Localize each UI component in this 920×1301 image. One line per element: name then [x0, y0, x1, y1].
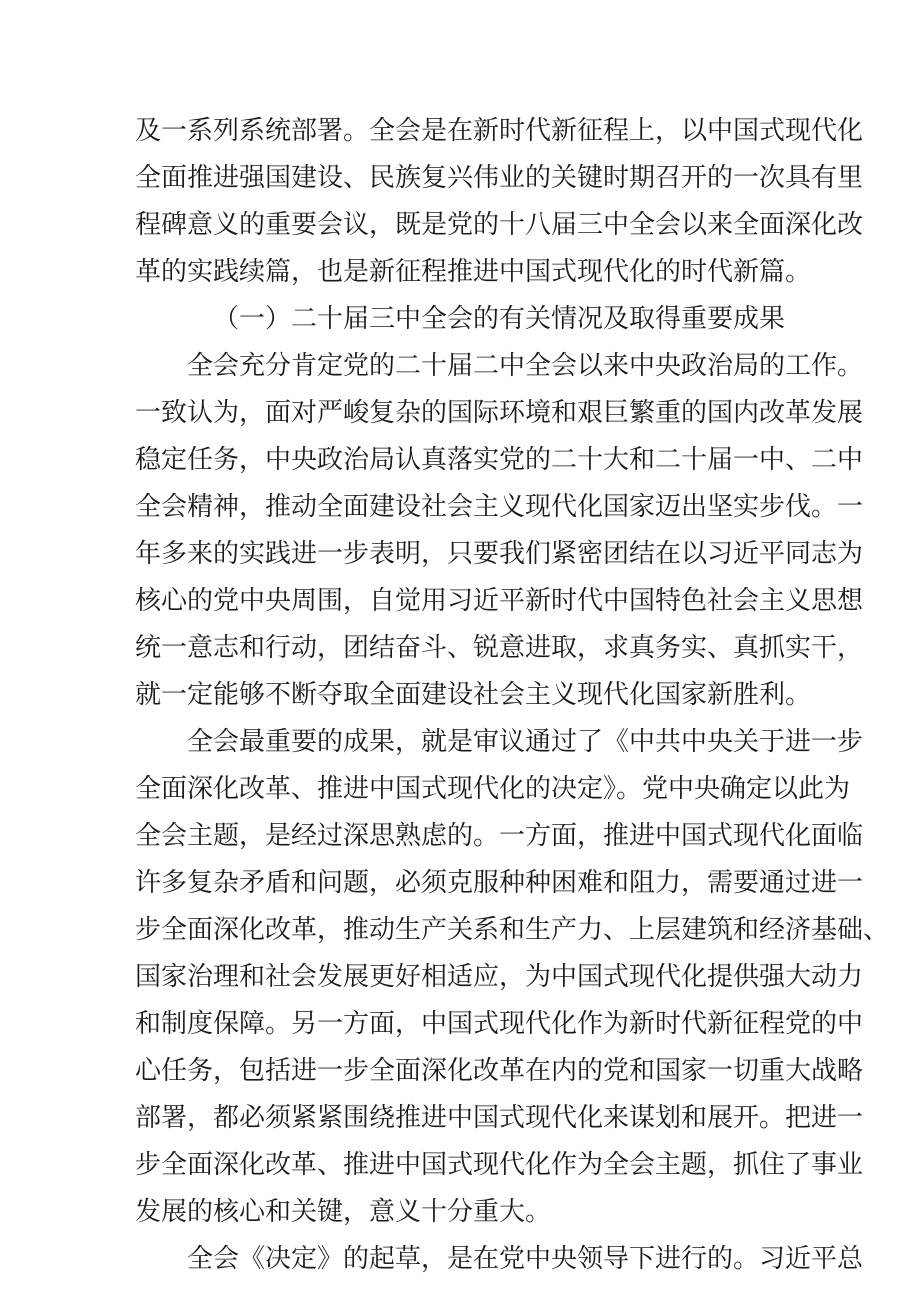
paragraph-line: 程碑意义的重要会议，既是党的十八届三中全会以来全面深化改	[135, 210, 864, 240]
paragraph-line: 全会精神，推动全面建设社会主义现代化国家迈出坚实步伐。一	[135, 492, 864, 522]
paragraph-line: 全会《决定》的起草，是在党中央领导下进行的。习近平总	[187, 1244, 864, 1274]
paragraph-line: 就一定能够不断夺取全面建设社会主义现代化国家新胜利。	[135, 680, 812, 710]
paragraph-line: 和制度保障。另一方面，中国式现代化作为新时代新征程党的中	[135, 1009, 864, 1039]
paragraph-line: 国家治理和社会发展更好相适应，为中国式现代化提供强大动力	[135, 962, 864, 992]
paragraph-4	[135, 1236, 864, 1283]
paragraph-line: 步全面深化改革、推进中国式现代化作为全会主题，抓住了事业	[135, 1150, 864, 1180]
paragraph-line: 统一意志和行动，团结奋斗、锐意进取，求真务实、真抓实干，	[135, 633, 864, 663]
paragraph-3	[135, 719, 890, 1236]
document-body	[135, 108, 890, 1283]
paragraph-line: 发展的核心和关键，意义十分重大。	[135, 1197, 552, 1227]
paragraph-line: 年多来的实践进一步表明，只要我们紧密团结在以习近平同志为	[135, 539, 864, 569]
paragraph-line: 全面深化改革、推进中国式现代化的决定》。党中央确定以此为	[135, 774, 851, 804]
paragraph-line: 及一系列系统部署。全会是在新时代新征程上，以中国式现代化	[135, 116, 864, 146]
paragraph-line: 全会主题，是经过深思熟虑的。一方面，推进中国式现代化面临	[135, 821, 864, 851]
paragraph-1	[135, 108, 864, 296]
section-heading: （一）二十届三中全会的有关情况及取得重要成果	[213, 304, 786, 334]
paragraph-line: 心任务，包括进一步全面深化改革在内的党和国家一切重大战略	[135, 1056, 864, 1086]
paragraph-line: 稳定任务，中央政治局认真落实党的二十大和二十届一中、二中	[135, 445, 864, 475]
paragraph-line: 全会最重要的成果，就是审议通过了《中共中央关于进一步	[187, 727, 864, 757]
paragraph-line: 全会充分肯定党的二十届二中全会以来中央政治局的工作。	[187, 351, 864, 381]
paragraph-line: 全面推进强国建设、民族复兴伟业的关键时期召开的一次具有里	[135, 163, 864, 193]
paragraph-line: 部署，都必须紧紧围绕推进中国式现代化来谋划和展开。把进一	[135, 1103, 864, 1133]
paragraph-line: 革的实践续篇，也是新征程推进中国式现代化的时代新篇。	[135, 257, 812, 287]
paragraph-line: 步全面深化改革，推动生产关系和生产力、上层建筑和经济基础、	[135, 915, 890, 945]
paragraph-line: 许多复杂矛盾和问题，必须克服种种困难和阻力，需要通过进一	[135, 868, 864, 898]
paragraph-2	[135, 343, 864, 719]
paragraph-line: 一致认为，面对严峻复杂的国际环境和艰巨繁重的国内改革发展	[135, 398, 864, 428]
paragraph-line: 核心的党中央周围，自觉用习近平新时代中国特色社会主义思想	[135, 586, 864, 616]
